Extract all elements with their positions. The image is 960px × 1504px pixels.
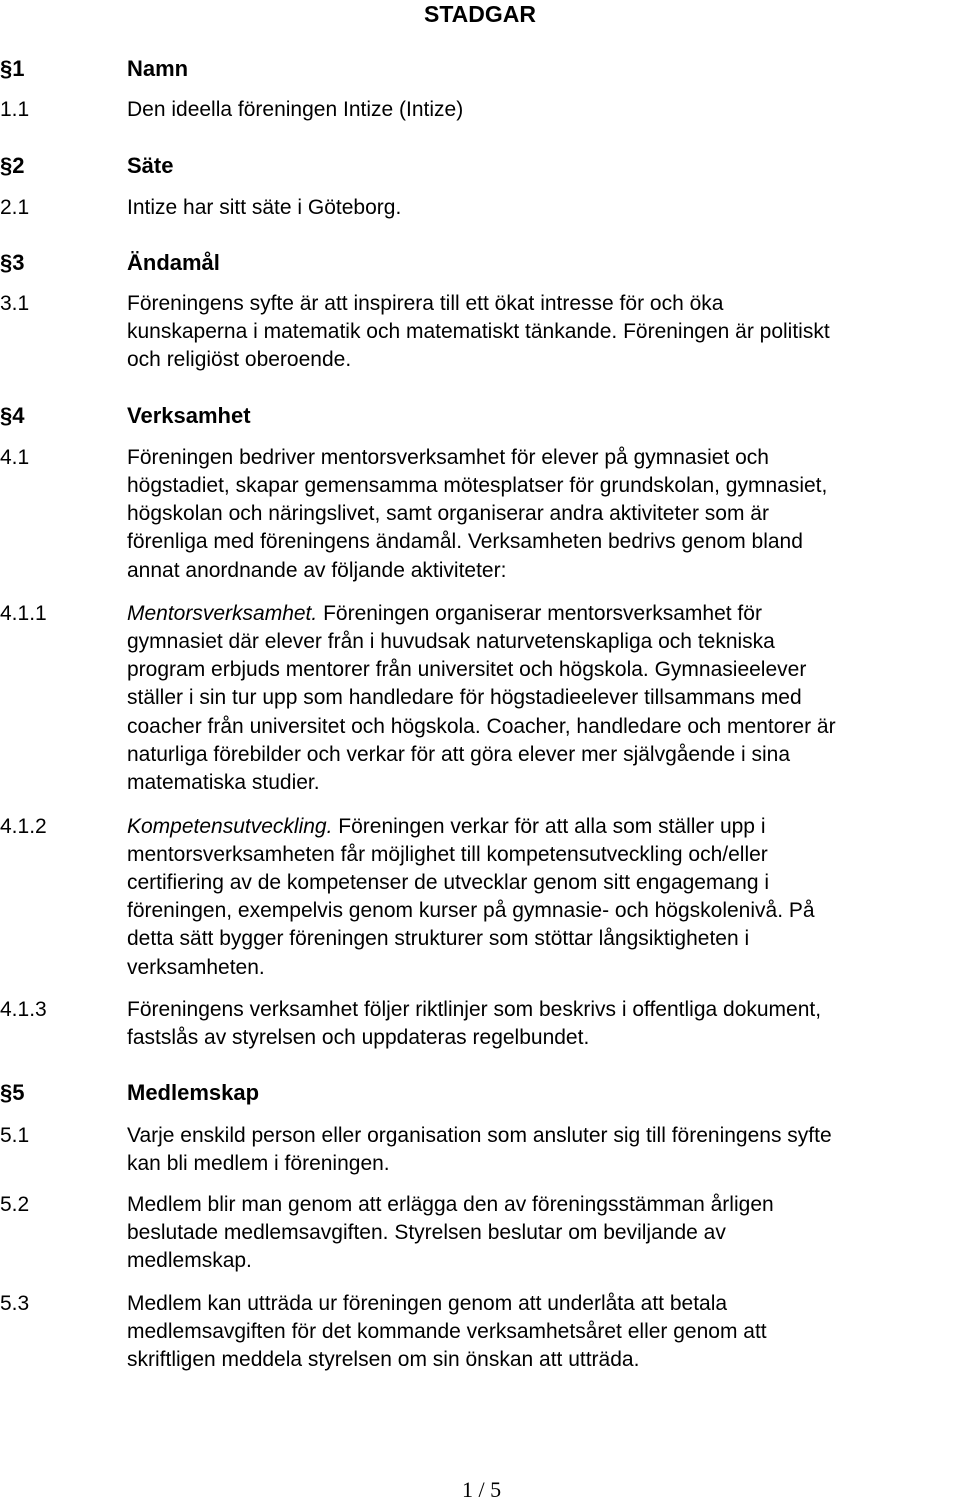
clause-text-line: föreningen, exempelvis genom kurser på gymnasie- och högskolenivå. På <box>127 899 815 922</box>
clause-text-line: detta sätt bygger föreningen strukturer som stöttar långsiktigheten i <box>127 927 750 950</box>
clause-text-line: ställer i sin tur upp som handledare för högstadieelever tillsammans med <box>127 686 802 709</box>
clause-text-line: coacher från universitet och högskola. Coacher, handledare och mentorer är <box>127 715 836 738</box>
section-5-title: Medlemskap <box>127 1080 260 1105</box>
clause-text-line: medlemsavgiften för det kommande verksamhetsåret eller genom att <box>127 1320 767 1343</box>
clause-text-line: Medlem kan utträda ur föreningen genom att underlåta att betala <box>127 1292 728 1315</box>
section-symbol: § <box>0 403 13 428</box>
clause-text-line: förenliga med föreningens ändamål. Verksamheten bedrivs genom bland <box>127 530 803 553</box>
clause-number: 5.3 <box>0 1292 30 1315</box>
clause-text-line: Kompetensutveckling. Föreningen verkar för att alla som ställer upp i <box>127 815 766 838</box>
clause-number: 4.1.2 <box>0 815 47 838</box>
section-1-title: Namn <box>127 56 189 81</box>
clause-text-line: Föreningen bedriver mentorsverksamhet för elever på gymnasiet och <box>127 446 769 469</box>
section-3-title: Ändamål <box>127 250 220 275</box>
clause-text-line: matematiska studier. <box>127 771 320 794</box>
clause-text-line: verksamheten. <box>127 956 265 979</box>
clause-heading-italic: Kompetensutveckling. <box>127 815 333 838</box>
clause-text-line: högskolan och näringslivet, samt organiserar andra aktiviteter som är <box>127 502 769 525</box>
clause-text-line: beslutade medlemsavgiften. Styrelsen beslutar om beviljande av <box>127 1221 726 1244</box>
clause-text-line: Den ideella föreningen Intize (Intize) <box>127 98 464 121</box>
document-title: STADGAR <box>424 1 537 27</box>
clause-text-line: Medlem blir man genom att erlägga den av föreningsstämman årligen <box>127 1193 774 1216</box>
clause-text-line: Föreningens verksamhet följer riktlinjer som beskrivs i offentliga dokument, <box>127 998 822 1021</box>
page-number: 1 / 5 <box>462 1477 502 1502</box>
clause-text-line: annat anordnande av följande aktiviteter: <box>127 559 507 582</box>
clause-text-line: kunskaperna i matematik och matematiskt tänkande. Föreningen är politiskt <box>127 320 830 343</box>
clause-heading-italic: Mentorsverksamhet. <box>127 602 318 625</box>
section-4-number: §4 <box>0 403 25 428</box>
clause-text-line: och religiöst oberoende. <box>127 348 352 371</box>
section-symbol: § <box>0 153 13 178</box>
clause-text-line: certifiering av de kompetenser de utvecklar genom sitt engagemang i <box>127 871 770 894</box>
clause-text-line: Föreningens syfte är att inspirera till ett ökat intresse för och öka <box>127 292 724 315</box>
section-2-number: §2 <box>0 153 25 178</box>
section-3-number: §3 <box>0 250 25 275</box>
clause-text-line: fastslås av styrelsen och uppdateras regelbundet. <box>127 1026 590 1049</box>
clause-text-line: gymnasiet där elever från i huvudsak naturvetenskapliga och tekniska <box>127 630 775 653</box>
clause-text-line: program erbjuds mentorer från universitet och högskola. Gymnasieelever <box>127 658 807 681</box>
clause-number: 1.1 <box>0 98 30 121</box>
section-2-title: Säte <box>127 153 174 178</box>
clause-number: 4.1 <box>0 446 30 469</box>
clause-number: 5.1 <box>0 1124 30 1147</box>
clause-number: 3.1 <box>0 292 30 315</box>
clause-text-line: skriftligen meddela styrelsen om sin önskan att utträda. <box>127 1348 640 1371</box>
section-5-number: §5 <box>0 1080 25 1105</box>
clause-text-line: mentorsverksamheten får möjlighet till kompetensutveckling och/eller <box>127 843 768 866</box>
section-symbol: § <box>0 1080 13 1105</box>
clause-text-line: Varje enskild person eller organisation som ansluter sig till föreningens syfte <box>127 1124 832 1147</box>
clause-text-line: naturliga förebilder och verkar för att göra elever mer självgående i sina <box>127 743 791 766</box>
clause-text-line: medlemskap. <box>127 1249 252 1272</box>
clause-text-line: Mentorsverksamhet. Föreningen organiserar mentorsverksamhet för <box>127 602 762 625</box>
section-4-title: Verksamhet <box>127 403 251 428</box>
clause-number: 4.1.1 <box>0 602 47 625</box>
section-1-number: §1 <box>0 56 25 81</box>
clause-text-line: högstadiet, skapar gemensamma mötesplatser för grundskolan, gymnasiet, <box>127 474 828 497</box>
clause-number: 4.1.3 <box>0 998 47 1021</box>
clause-number: 5.2 <box>0 1193 30 1216</box>
section-symbol: § <box>0 250 13 275</box>
clause-text-line: Intize har sitt säte i Göteborg. <box>127 196 402 219</box>
clause-text-line: kan bli medlem i föreningen. <box>127 1152 390 1175</box>
section-symbol: § <box>0 56 13 81</box>
clause-number: 2.1 <box>0 196 30 219</box>
